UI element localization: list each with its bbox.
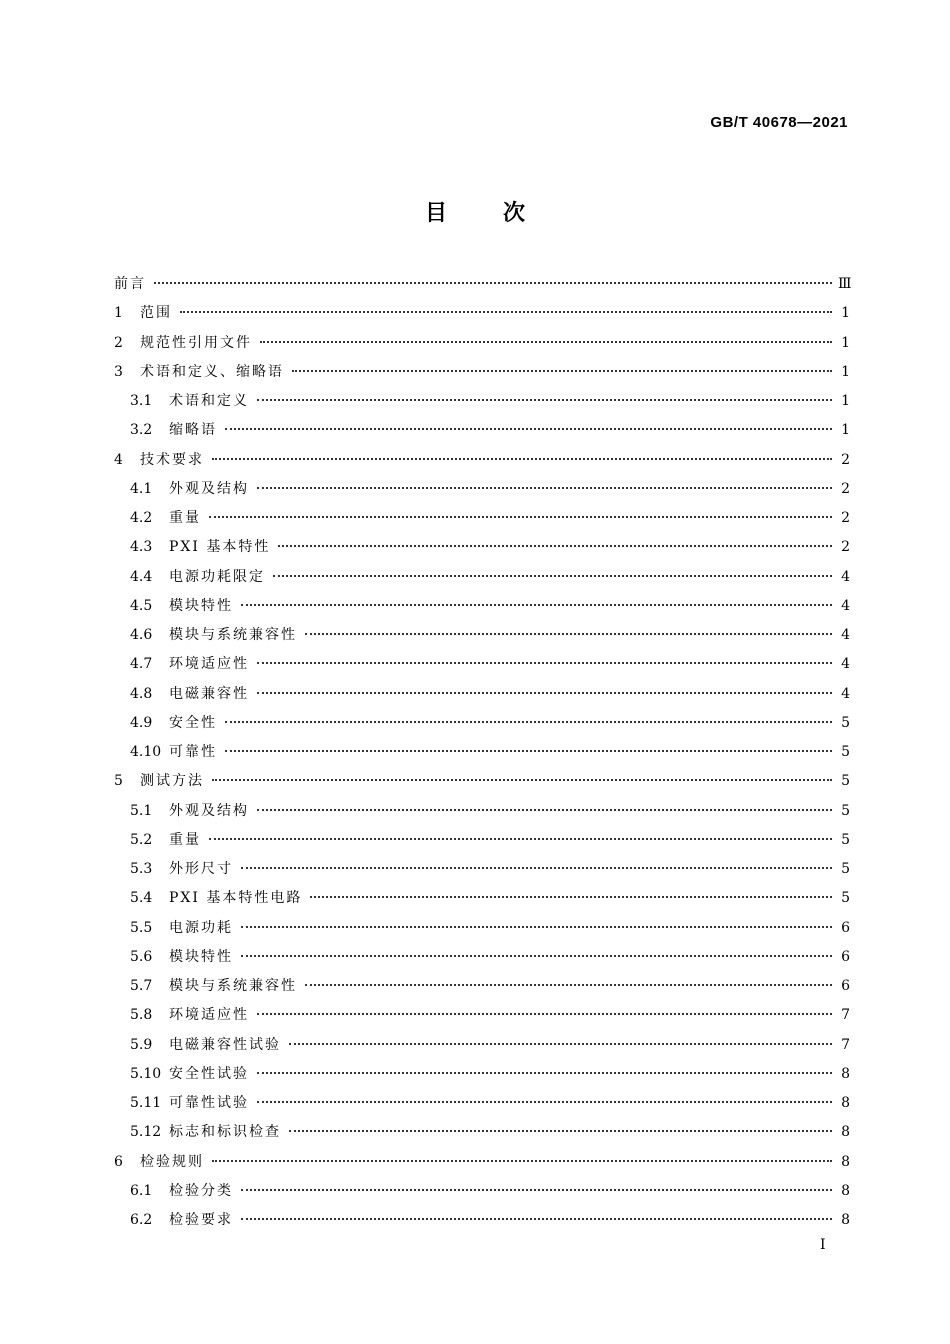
toc-entry-page: 8 [841, 1065, 850, 1082]
toc-entry-number: 3 [114, 363, 123, 380]
toc-entry-label: 前言 [114, 276, 146, 292]
dot-leader [241, 1204, 832, 1220]
toc-entry-label: 外观及结构 [169, 802, 249, 819]
toc-entry-number: 4.7 [130, 656, 153, 673]
toc-entry-label: 检验分类 [169, 1182, 233, 1199]
toc-entry-page: 4 [841, 568, 850, 585]
toc-entry[interactable] [114, 738, 850, 767]
dot-leader [212, 765, 832, 781]
toc-entry-number: 4.2 [130, 510, 153, 526]
toc-entry-label: 规范性引用文件 [140, 334, 252, 351]
toc-entry-page: 5 [841, 744, 850, 760]
toc-entry[interactable] [114, 329, 850, 358]
toc-entry-label: PXI 基本特性 [169, 539, 271, 556]
toc-entry-number: 5.9 [130, 1036, 153, 1053]
toc-entry-page: 2 [841, 480, 850, 497]
toc-entry-page: 6 [841, 978, 850, 994]
toc-entry-label: 术语和定义 [169, 393, 249, 409]
toc-entry-page: 8 [841, 1153, 850, 1170]
toc-entry-label: 外形尺寸 [169, 861, 233, 877]
toc-entry-number: 4.9 [130, 714, 153, 731]
toc-entry-number: 5.4 [130, 890, 153, 907]
toc-entry-page: 2 [841, 451, 850, 468]
toc-entry-label: 模块与系统兼容性 [169, 627, 297, 643]
toc-entry-label: 环境适应性 [169, 1007, 249, 1024]
table-of-contents [114, 270, 850, 1235]
dot-leader [241, 912, 832, 928]
toc-entry-number: 5.12 [130, 1124, 162, 1141]
toc-entry-number: 1 [114, 305, 123, 322]
toc-entry[interactable] [114, 416, 850, 445]
toc-entry[interactable] [114, 1031, 850, 1060]
toc-entry[interactable] [114, 533, 850, 562]
toc-entry-number: 4.10 [130, 744, 162, 760]
dot-leader [257, 385, 832, 401]
toc-entry[interactable] [114, 563, 850, 592]
dot-leader [257, 1087, 832, 1103]
dot-leader [241, 853, 832, 869]
toc-entry[interactable] [114, 797, 850, 826]
toc-entry-page: 4 [841, 685, 850, 702]
toc-entry-page: 4 [841, 627, 850, 643]
dot-leader [305, 970, 832, 986]
toc-entry[interactable] [114, 650, 850, 679]
dot-leader [241, 941, 832, 957]
toc-entry-number: 4.4 [130, 568, 153, 585]
toc-entry-label: 缩略语 [169, 422, 217, 439]
toc-entry[interactable] [114, 358, 850, 387]
toc-entry-page: 2 [841, 539, 850, 556]
toc-entry-page: 1 [841, 422, 850, 439]
toc-entry-number: 5.11 [130, 1095, 162, 1111]
toc-entry-page: 5 [841, 861, 850, 877]
toc-entry-label: 安全性 [169, 714, 217, 731]
toc-entry-number: 5.6 [130, 948, 153, 965]
dot-leader [257, 648, 832, 664]
toc-entry-page: 4 [841, 597, 850, 614]
toc-entry-page: 1 [841, 334, 850, 351]
toc-entry-label: 重量 [169, 831, 201, 848]
toc-entry-number: 4.6 [130, 627, 153, 643]
standard-code: GB/T 40678—2021 [710, 114, 848, 131]
toc-entry[interactable] [114, 446, 850, 475]
dot-leader [241, 590, 832, 606]
toc-entry-number: 3.2 [130, 422, 153, 439]
toc-entry-number: 4.3 [130, 539, 153, 556]
dot-leader [260, 327, 832, 343]
toc-entry-page: 1 [841, 305, 850, 322]
dot-leader [273, 561, 832, 577]
toc-entry-label: 电磁兼容性 [169, 685, 249, 702]
dot-leader [257, 999, 832, 1015]
dot-leader [180, 297, 832, 313]
dot-leader [241, 1175, 832, 1191]
toc-entry-label: PXI 基本特性电路 [169, 890, 303, 907]
toc-entry-page: 1 [841, 393, 850, 409]
toc-entry-label: 检验规则 [140, 1153, 204, 1170]
toc-entry-page: 6 [841, 948, 850, 965]
toc-entry-page: 1 [841, 363, 850, 380]
toc-entry-label: 外观及结构 [169, 480, 249, 497]
toc-entry[interactable] [114, 299, 850, 328]
toc-entry-number: 6.1 [130, 1182, 153, 1199]
toc-entry-number: 5.8 [130, 1007, 153, 1024]
toc-entry-page: 5 [841, 831, 850, 848]
toc-entry[interactable] [114, 475, 850, 504]
toc-entry[interactable] [114, 1148, 850, 1177]
toc-entry-label: 重量 [169, 510, 201, 526]
toc-entry-number: 4.5 [130, 597, 153, 614]
toc-entry[interactable] [114, 972, 850, 1001]
toc-entry[interactable] [114, 1089, 850, 1118]
toc-entry-number: 4 [114, 451, 123, 468]
toc-entry-number: 6 [114, 1153, 123, 1170]
toc-entry[interactable] [114, 709, 850, 738]
dot-leader [257, 678, 832, 694]
dot-leader [257, 473, 832, 489]
dot-leader [209, 824, 832, 840]
toc-entry[interactable] [114, 592, 850, 621]
toc-entry-page: 2 [841, 510, 850, 526]
toc-entry-label: 检验要求 [169, 1212, 233, 1228]
toc-entry-label: 安全性试验 [169, 1065, 249, 1082]
toc-entry[interactable] [114, 621, 850, 650]
toc-entry-number: 5.3 [130, 861, 153, 877]
toc-entry-page: 8 [841, 1182, 850, 1199]
dot-leader [278, 531, 832, 547]
dot-leader [292, 356, 832, 372]
dot-leader [225, 707, 832, 723]
toc-entry-page: 4 [841, 656, 850, 673]
toc-entry[interactable] [114, 1060, 850, 1089]
toc-entry-page: 7 [841, 1007, 850, 1024]
toc-entry-label: 模块特性 [169, 597, 233, 614]
toc-entry[interactable] [114, 884, 850, 913]
toc-entry-page: 8 [841, 1124, 850, 1141]
dot-leader [257, 1058, 832, 1074]
dot-leader [225, 414, 832, 430]
toc-entry[interactable] [114, 504, 850, 533]
toc-entry-page: 6 [841, 919, 850, 936]
toc-entry-number: 4.1 [130, 480, 153, 497]
toc-entry[interactable] [114, 943, 850, 972]
toc-entry-number: 5.7 [130, 978, 153, 994]
toc-entry-label: 标志和标识检查 [169, 1124, 281, 1141]
toc-entry[interactable] [114, 1118, 850, 1147]
toc-entry-number: 6.2 [130, 1212, 153, 1228]
toc-entry-number: 5 [114, 773, 123, 790]
toc-entry-label: 可靠性 [169, 744, 217, 760]
toc-entry[interactable] [114, 270, 850, 299]
toc-entry-number: 2 [114, 334, 123, 351]
toc-entry-number: 5.10 [130, 1065, 162, 1082]
toc-title: 目次 [424, 201, 581, 226]
page-number: I [820, 1237, 826, 1253]
toc-entry-page: 5 [841, 773, 850, 790]
toc-entry-number: 3.1 [130, 393, 153, 409]
dot-leader [289, 1116, 832, 1132]
dot-leader [225, 736, 832, 752]
dot-leader [305, 619, 832, 635]
dot-leader [310, 882, 832, 898]
toc-entry-page: 8 [841, 1095, 850, 1111]
toc-entry-page: 5 [841, 714, 850, 731]
toc-entry-number: 5.1 [130, 802, 153, 819]
dot-leader [212, 444, 832, 460]
toc-entry[interactable] [114, 914, 850, 943]
toc-entry[interactable] [114, 855, 850, 884]
toc-entry-label: 环境适应性 [169, 656, 249, 673]
toc-entry-label: 可靠性试验 [169, 1095, 249, 1111]
toc-entry-page: Ⅲ [838, 276, 852, 292]
dot-leader [212, 1146, 832, 1162]
toc-entry-label: 电源功耗限定 [169, 568, 265, 585]
dot-leader [289, 1029, 832, 1045]
toc-entry-label: 术语和定义、缩略语 [140, 363, 284, 380]
toc-entry-page: 5 [841, 890, 850, 907]
toc-entry-label: 范围 [140, 305, 172, 322]
toc-entry-label: 电源功耗 [169, 919, 233, 936]
toc-entry-label: 电磁兼容性试验 [169, 1036, 281, 1053]
toc-entry[interactable] [114, 1206, 850, 1235]
toc-entry[interactable] [114, 680, 850, 709]
toc-entry[interactable] [114, 387, 850, 416]
toc-entry[interactable] [114, 826, 850, 855]
dot-leader [154, 268, 832, 284]
toc-entry[interactable] [114, 1001, 850, 1030]
toc-entry-page: 7 [841, 1036, 850, 1053]
dot-leader [209, 502, 832, 518]
toc-entry-label: 模块特性 [169, 948, 233, 965]
toc-entry-number: 5.2 [130, 831, 153, 848]
toc-entry-page: 8 [841, 1212, 850, 1228]
toc-entry[interactable] [114, 1177, 850, 1206]
toc-entry-number: 5.5 [130, 919, 153, 936]
toc-entry[interactable] [114, 767, 850, 796]
toc-entry-label: 模块与系统兼容性 [169, 978, 297, 994]
dot-leader [257, 795, 832, 811]
toc-entry-label: 技术要求 [140, 451, 204, 468]
toc-entry-label: 测试方法 [140, 773, 204, 790]
toc-entry-number: 4.8 [130, 685, 153, 702]
toc-entry-page: 5 [841, 802, 850, 819]
